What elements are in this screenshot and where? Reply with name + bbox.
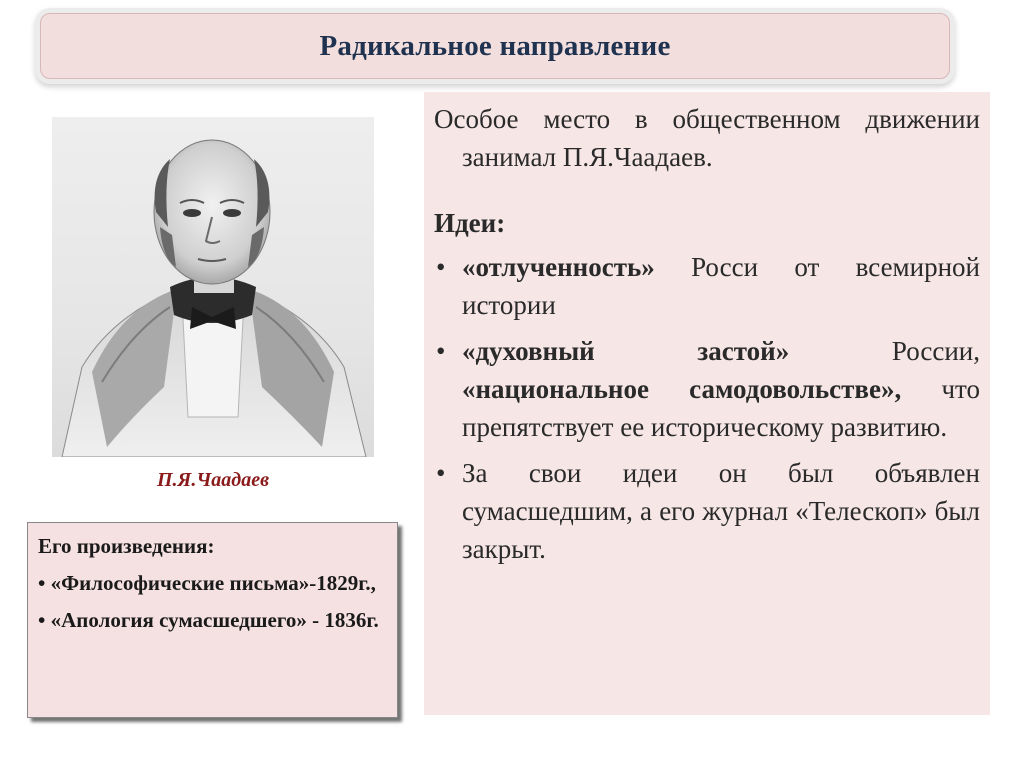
bullet-bold-text: «отлученность» [462, 252, 655, 282]
bullet-bold-text: «духовный застой» [462, 336, 790, 366]
works-item: • «Апология сумасшедшего» - 1836г. [38, 608, 379, 632]
ideas-label: Идеи: [434, 208, 506, 238]
title-banner [40, 13, 950, 79]
bullet-item [434, 332, 980, 446]
portrait-caption: П.Я.Чаадаев [156, 469, 270, 491]
ideas-panel [424, 92, 990, 715]
bullet-item [434, 248, 980, 324]
bullet-item [434, 454, 980, 568]
works-box [27, 522, 398, 718]
works-heading: Его произведения: [38, 534, 215, 558]
portrait-engraving [52, 117, 374, 457]
bullet-text: За свои идеи он был объявлен сумасшедшим, а его журнал «Телескоп» был закрыт. [462, 458, 980, 564]
slide-title: Радикальное направление [319, 29, 671, 62]
bullet-text: Росси от всемирной истории [462, 252, 980, 320]
bullet-text: что препятствует ее историческому развитию. [462, 374, 980, 442]
chaadaev-portrait [52, 117, 374, 457]
bullet-text: России, [789, 336, 980, 366]
intro-paragraph: Особое место в общественном движении занимал П.Я.Чаадаев. [434, 104, 980, 172]
bullet-bold-text: «национальное самодовольстве», [462, 374, 902, 404]
works-item: • «Философические письма»-1829г., [38, 571, 376, 595]
